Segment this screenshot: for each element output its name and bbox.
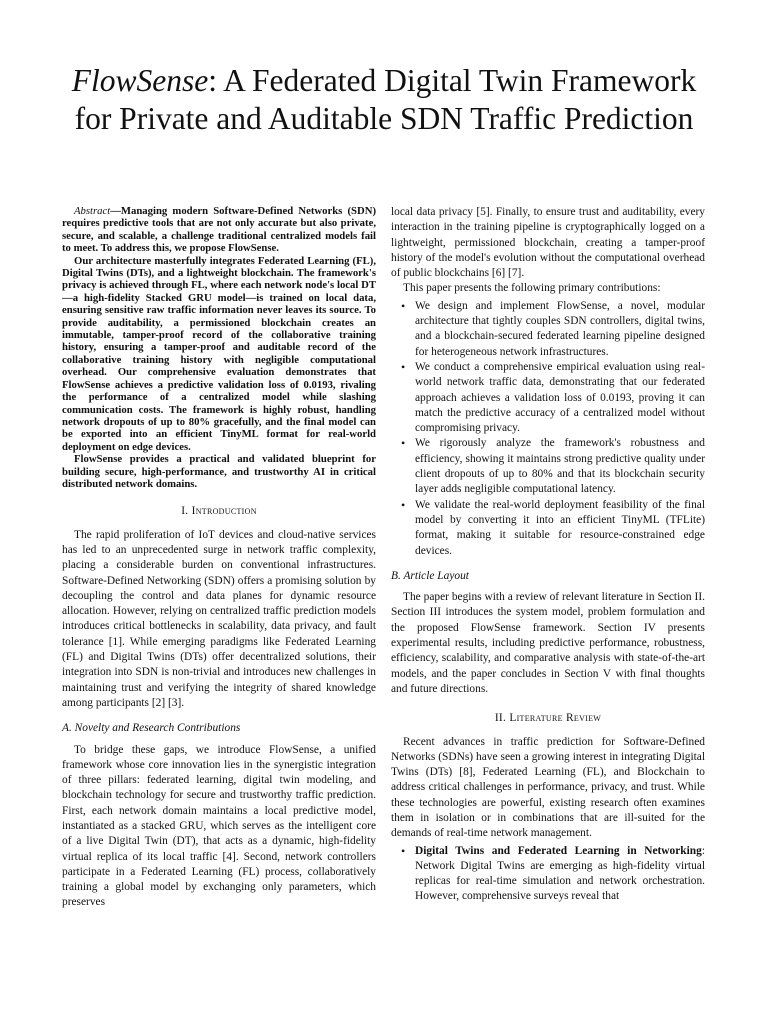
left-column bbox=[62, 205, 376, 911]
title-rest: : A Federated Digital Twin Framework bbox=[208, 63, 697, 98]
contribution-item: • We design and implement FlowSense, a novel, modular architecture that tightly couples SDN controllers, digital twins, and a blockchain-secured federated learning pipeline designed for heterogeneous network infrastructures. bbox=[415, 299, 705, 360]
abstract-paragraph-2: Our architecture masterfully integrates Federated Learning (FL), Digital Twins (DTs), and a lightweight blockchain. The framework's privacy is achieved through FL, where each network node's local DT—a high-fidelity Stacked GRU model—is trained on local data, ensuring sensitive raw traffic information never leaves its source. To provide auditability, a permissioned blockchain creates an immutable, tamper-proof record of the collaborative training history, ensuring a tamper-proof and auditable record of the collaborative training history with negligible computational overhead. Our comprehensive evaluation demonstrates that FlowSense achieves a predictive validation loss of 0.0193, rivaling the performance of a centralized model while slashing communication costs. The framework is highly robust, handling network dropouts of up to 80% gracefully, and the final model can be exported into an efficient TinyML format for real-world deployment on edge devices. bbox=[62, 254, 376, 453]
right-paragraph-1: local data privacy [5]. Finally, to ensure trust and auditability, every interaction in the training pipeline is cryptographically logged on a lightweight, permissioned blockchain, creating a tamper-proof history of the model's evolution without the computational overhead of public blockchains [6] [7]. bbox=[391, 206, 705, 280]
abstract-paragraph-1 bbox=[62, 205, 376, 255]
section-heading-literature-review: II. Literature Review bbox=[494, 712, 602, 725]
contribution-item: • We rigorously analyze the framework's robustness and efficiency, showing it maintains strong predictive quality under client dropouts of up to 80% and that its blockchain security layer adds negligible computational latency. bbox=[415, 436, 705, 497]
subsection-heading-article-layout: B. Article Layout bbox=[391, 569, 469, 582]
literature-item bbox=[415, 844, 705, 905]
contributions-list bbox=[391, 299, 705, 559]
contribution-item: • We validate the real-world deployment feasibility of the final model by converting it into an efficient TinyML (TFLite) format, making it suitable for resource-constrained edge devices. bbox=[415, 498, 705, 559]
literature-item-text: : Network Digital Twins are emerging as high-fidelity virtual replicas for real-time simulation and network orchestration. However, comprehensive surveys reveal that bbox=[415, 844, 705, 903]
literature-list bbox=[391, 844, 705, 905]
literature-paragraph-1: Recent advances in traffic prediction for Software-Defined Networks (SDNs) have seen a growing interest in integrating Digital Twins (DTs) [8], Federated Learning (FL), and Blockchain to address critical challenges in performance, privacy, and trust. While these technologies are powerful, existing research often examines them in isolation or in combinations that are ill-suited for the demands of real-time network management. bbox=[391, 735, 705, 840]
title-line-1 bbox=[20, 62, 748, 100]
intro-paragraph-1: The rapid proliferation of IoT devices and cloud-native services has led to an unprecedented surge in network traffic complexity, placing a considerable burden on conventional infrastructures. Software-Defined Networking (SDN) offers a promising solution by decoupling the control and data planes for dynamic resource allocation. However, relying on centralized traffic prediction models introduces critical bottlenecks in scalability, data privacy, and fault tolerance [1]. While emerging paradigms like Federated Learning (FL) and Digital Twins (DTs) offer decentralized solutions, their integration into SDN is non-trivial and introduces new challenges in maintaining trust and verifying the integrity of shared knowledge among participants [2] [3]. bbox=[62, 528, 376, 709]
section-heading-introduction: I. Introduction bbox=[181, 505, 257, 518]
intro-paragraph-2: To bridge these gaps, we introduce FlowSense, a unified framework whose core innovation lies in the synergistic integration of three pillars: federated learning, digital twin modeling, and blockchain technology for secure and trustworthy traffic prediction. First, each network domain maintains a local predictive model, instantiated as a stacked GRU, which serves as the intelligent core of a live Digital Twin (DT), that acts as a dynamic, high-fidelity virtual replica of its local traffic [4]. Second, network controllers participate in a Federated Learning (FL) process, collaboratively training a global model by exchanging only parameters, which preserves bbox=[62, 743, 376, 909]
subsection-heading-novelty: A. Novelty and Research Contributions bbox=[62, 722, 241, 735]
article-layout-paragraph: The paper begins with a review of relevant literature in Section II. Section III introduces the system model, problem formulation and the proposed FlowSense framework. Section IV presents experimental results, including predictive performance, robustness, efficiency, scalability, and comparative analysis with state-of-the-art models, and the paper concludes in Section V with final thoughts and future directions. bbox=[391, 591, 705, 695]
right-column bbox=[391, 205, 705, 905]
literature-item-title: Digital Twins and Federated Learning in Networking bbox=[415, 844, 702, 857]
paper-title bbox=[20, 62, 748, 138]
title-emphasis: FlowSense bbox=[71, 63, 209, 98]
contribution-item: • We conduct a comprehensive empirical evaluation using real-world network traffic data, demonstrating that our federated approach achieves a validation loss of 0.0193, proving it can match the predictive accuracy of a centralized model without compromising privacy. bbox=[415, 360, 705, 436]
abstract-label: Abstract bbox=[74, 205, 111, 217]
abstract-paragraph-3: FlowSense provides a practical and validated blueprint for building secure, high-performance, and trustworthy AI in critical distributed network domains. bbox=[62, 453, 376, 490]
title-line-2: for Private and Auditable SDN Traffic Prediction bbox=[74, 101, 694, 136]
contributions-intro: This paper presents the following primary contributions: bbox=[403, 282, 661, 295]
abstract-text-1: —Managing modern Software-Defined Networks (SDN) requires predictive tools that are not only accurate but also private, secure, and scalable, a challenge traditional centralized models fail to meet. To address this, we propose FlowSense. bbox=[62, 205, 376, 255]
